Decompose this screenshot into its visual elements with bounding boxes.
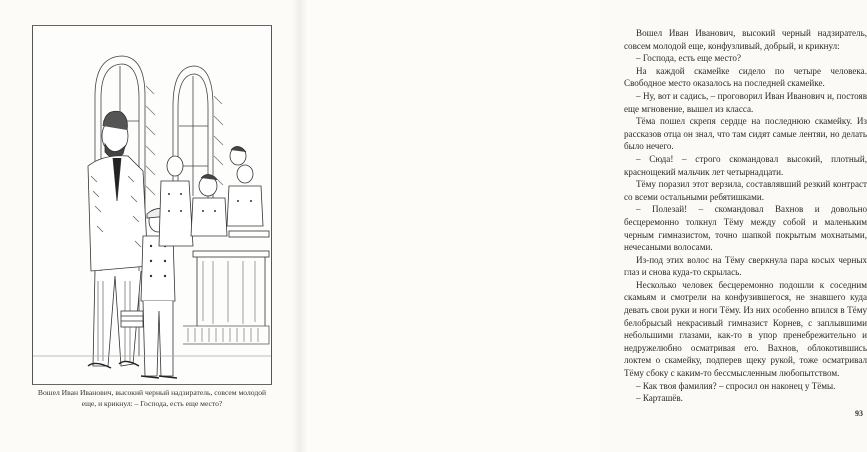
school-desk <box>183 231 269 344</box>
paragraph: Тёма пошел скрепя сердце на последнюю скамейку. Из рассказов отца он знал, что там сидят самые лентяи, но делать было нечего. <box>624 116 867 152</box>
paragraph: Из-под этих волос на Тёму сверкнула пара косых черных глаз и снова куда-то скрылась. <box>624 254 867 278</box>
paragraph: – Как твоя фамилия? – спросил он наконец у Тёмы. <box>636 380 836 391</box>
classroom-illustration <box>33 26 271 384</box>
paragraph: Несколько человек бесцеремонно подошли к соседним скамьям и смотрели на конфузившегося, не знавшего куда девать свои руки и ноги Тёму. Из них особенно впился в Тёму белобрысый некрасивый гимназист Корнев, с заплывшими небольшими глазами, как-то в упор пренебрежительно и недружелюбно осматривая его. Вахнов, облокотившись локтем о скамейку, подперев щеку рукой, тоже осматривал Тёму сбоку с каким-то бессмысленным любопытством. <box>624 279 867 379</box>
paragraph: На каждой скамейке сидело по четыре человека. Свободное место оказалось на последней скамейке. <box>624 65 867 89</box>
paragraph: Тёму поразил этот верзила, составлявший резкий контраст со всеми остальными ребятишками. <box>624 179 867 202</box>
illustration-caption: Вошел Иван Иванович, высокий черный надзиратель, совсем молодой еще, и крикнул: – Господа, есть еще место? <box>37 388 267 408</box>
paragraph: – Сюда! – строго скомандовал высокий, плотный, краснощекий мальчик лет четырнадцати. <box>624 153 867 177</box>
paragraph: – Ну, вот и садись, – проговорил Иван Иванович и, постояв еще мгновение, вышел из класса. <box>624 90 867 114</box>
paragraph: – Полезай! – скомандовал Вахнов и довольно бесцеремонно толкнул Тёму между собой и маленьким черным гимназистом, точно шапкой покрытым мохнатыми, нечесаными волосами. <box>624 204 867 253</box>
book-gutter <box>292 0 308 452</box>
illustration <box>32 25 272 385</box>
left-page <box>0 0 300 452</box>
story-text <box>624 27 867 405</box>
page-number: 93 <box>855 409 863 418</box>
right-page <box>300 0 867 452</box>
paragraph: – Карташёв. <box>636 393 683 404</box>
paragraph: Вошел Иван Иванович, высокий черный надзиратель, совсем молодой еще, конфузливый, добрый, и крикнул: <box>624 28 867 51</box>
paragraph: – Господа, есть еще место? <box>636 53 741 64</box>
